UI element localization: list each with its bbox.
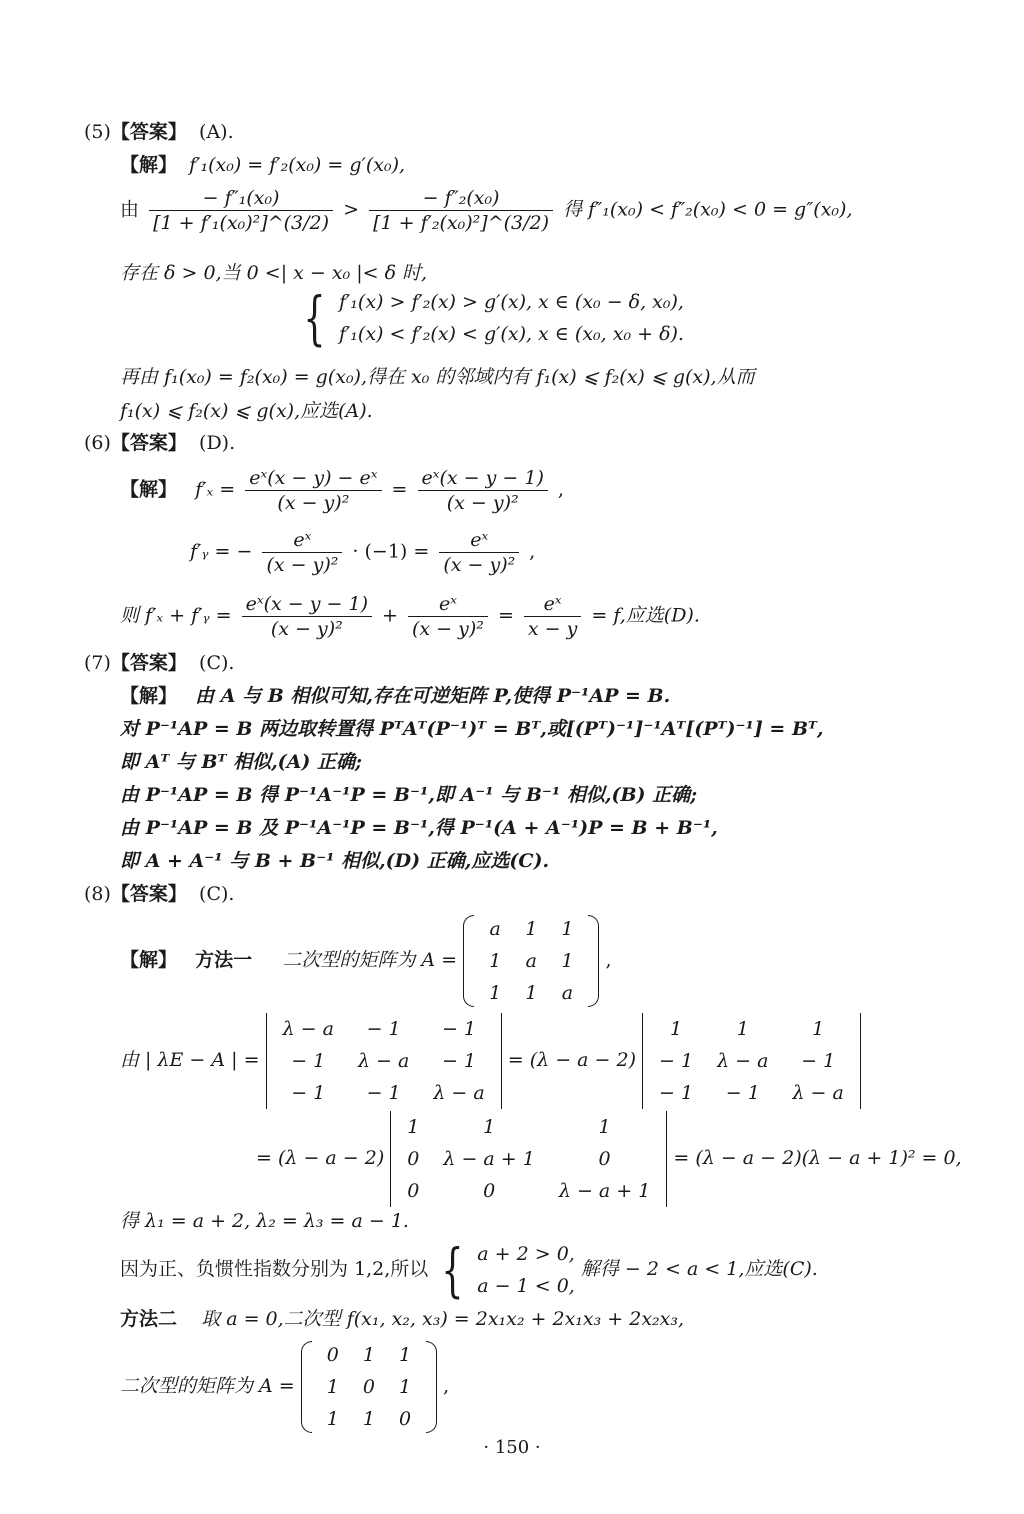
matrix-cell: − 1 [441,1018,477,1040]
matrix-cell: 0 [407,1148,420,1170]
matrix-cell: 1 [736,1018,749,1040]
matrix-cell: − 1 [291,1050,326,1072]
matrix-cell: − 1 [366,1082,401,1104]
determinant-1 [266,1013,502,1109]
matrix-cell: a [561,982,574,1004]
matrix-cell: 1 [326,1408,339,1430]
matrix-cell: 0 [326,1344,339,1366]
matrix-cell: − 1 [659,1082,694,1104]
matrix-cell: λ − a + 1 [558,1180,651,1202]
matrix-cell: 1 [398,1376,412,1398]
q6-sum-line: 则 f′ₓ + f′ᵧ = $\frac{\text{eˣ(x − y − 1)}}{\text{(x − y)²}}$ + $\frac{\text{eˣ}}{\text{(x − y)²}}$ = $\frac{\text{eˣ}}{x - y}$ = f,应选(D). [120,593,700,640]
q5-line5: 再由 f₁(x₀) = f₂(x₀) = g(x₀),得在 x₀ 的邻域内有 f₁(x) ⩽ f₂(x) ⩽ g(x),从而 [120,366,755,388]
matrix-cell: λ − a [717,1050,769,1072]
matrix-cell: 0 [362,1376,375,1398]
q6-fy-line: f′ᵧ = − $\frac{\text{eˣ}}{\text{(x − y)²}}$ · (−1) = $\frac{\text{eˣ}}{\text{(x − y)²}}$ , [190,529,536,576]
matrix-cell: λ − a [282,1018,334,1040]
matrix-cell: a [489,918,501,940]
q5-line3: 存在 δ > 0,当 0 <| x − x₀ |< δ 时, [120,262,428,284]
q6-fx-line: 【解】 f′ₓ = $\frac{\text{eˣ(x − y) − eˣ}}{\text{(x − y)²}}$ = $\frac{\text{eˣ(x − y − 1)}}{\text{(x − y)²}}$ , [120,467,564,514]
q8-det-line2: = (λ − a − 2) 1 1 1 0 λ − a + 1 0 0 0 λ − a + 1 = (λ − a − 2)(λ − a + 1)² = 0, [256,1110,962,1207]
left-brace: { [441,1236,464,1304]
q7-header: (7)【答案】 (C). [84,652,235,674]
matrix-cell: 1 [326,1376,339,1398]
matrix-cell: 1 [598,1116,611,1138]
matrix-cell: 1 [561,918,574,940]
matrix-a [463,913,599,1009]
matrix-cell: λ − a [433,1082,485,1104]
matrix-cell: λ − a [357,1050,410,1072]
matrix-cell: − 1 [366,1018,401,1040]
q8-inertia-line: 因为正、负惯性指数分别为 1,2,所以 { a + 2 > 0, a − 1 < 0, 解得 − 2 < a < 1,应选(C). [120,1236,818,1304]
q7-line3: 即 Aᵀ 与 Bᵀ 相似,(A) 正确; [120,751,363,773]
matrix-cell: 1 [670,1018,683,1040]
matrix-cell: − 1 [801,1050,836,1072]
q7-line6: 即 A + A⁻¹ 与 B + B⁻¹ 相似,(D) 正确,应选(C). [120,850,550,872]
page-number: · 150 · [483,1437,541,1458]
q8-method1-line: 【解】 方法一 二次型的矩阵为 A = a 1 1 1 a 1 1 1 a , [120,912,612,1009]
q7-line2: 对 P⁻¹AP = B 两边取转置得 PᵀAᵀ(P⁻¹)ᵀ = Bᵀ,或[(Pᵀ)⁻¹]⁻¹Aᵀ[(Pᵀ)⁻¹] = Bᵀ, [120,718,824,740]
q8-method2-line: 方法二 取 a = 0,二次型 f(x₁, x₂, x₃) = 2x₁x₂ + 2x₁x₃ + 2x₂x₃, [120,1308,685,1330]
matrix-cell: − 1 [659,1050,694,1072]
q5-cases: { f′₁(x) > f′₂(x) > g′(x), x ∈ (x₀ − δ, x₀), f′₁(x) < f′₂(x) < g′(x), x ∈ (x₀, x₀ + δ). [303,284,684,352]
determinant-3 [390,1111,667,1207]
q8-method2-matrix-line: 二次型的矩阵为 A = 0 1 1 1 0 1 1 1 0 , [120,1338,449,1435]
q5-curvature-inequality: 由 $\frac{\text{− f″₁(x₀)}}{\text{[1 + f′₁(x₀)²]\textasciicircum{}(3/2)}}$ > $\frac{\text{− f″₂(x₀)}}{\text{[1 + f′₂(x₀)²]\textasciicircum{}(3/2)}}$ 得 f″₁(x₀) < f″₂(x₀) < 0 = g″(x₀), [120,187,853,234]
matrix-cell: 1 [362,1344,375,1366]
q6-header: (6)【答案】 (D). [84,432,236,454]
matrix-cell: 0 [483,1180,496,1202]
matrix-cell: 0 [598,1148,611,1170]
q5-solution-line1: 【解】 f′₁(x₀) = f′₂(x₀) = g′(x₀), [120,154,406,176]
determinant-2 [642,1013,861,1109]
matrix-cell: − 1 [725,1082,760,1104]
left-brace: { [303,284,326,352]
q5-line6: f₁(x) ⩽ f₂(x) ⩽ g(x),应选(A). [120,400,373,422]
matrix-cell: 1 [362,1408,375,1430]
matrix-a0 [301,1339,437,1435]
matrix-cell: 1 [812,1018,825,1040]
matrix-cell: − 1 [291,1082,326,1104]
q8-header: (8)【答案】 (C). [84,883,235,905]
matrix-cell: 1 [489,982,502,1004]
matrix-cell: 0 [407,1180,420,1202]
matrix-cell: 1 [489,950,502,972]
matrix-cell: λ − a + 1 [443,1148,535,1170]
matrix-cell: 1 [407,1116,420,1138]
matrix-cell: λ − a [792,1082,844,1104]
q7-line1: 【解】 由 A 与 B 相似可知,存在可逆矩阵 P,使得 P⁻¹AP = B. [120,685,671,707]
matrix-cell: 1 [561,950,574,972]
q7-line5: 由 P⁻¹AP = B 及 P⁻¹A⁻¹P = B⁻¹,得 P⁻¹(A + A⁻¹)P = B + B⁻¹, [120,817,718,839]
matrix-cell: 1 [525,918,538,940]
q8-det-line1: 由 | λE − A | = λ − a − 1 − 1 − 1 λ − a − 1 − 1 − 1 λ − a = (λ − a − 2) 1 1 1 − 1 λ − a − 1 − 1 − 1 λ − a [120,1012,861,1109]
matrix-cell: 0 [398,1408,412,1430]
matrix-cell: − 1 [441,1050,477,1072]
matrix-cell: 1 [398,1344,412,1366]
q7-line4: 由 P⁻¹AP = B 得 P⁻¹A⁻¹P = B⁻¹,即 A⁻¹ 与 B⁻¹ 相似,(B) 正确; [120,784,698,806]
q8-eigenvalues: 得 λ₁ = a + 2, λ₂ = λ₃ = a − 1. [120,1210,409,1232]
matrix-cell: a [525,950,537,972]
matrix-cell: 1 [483,1116,496,1138]
matrix-cell: 1 [525,982,538,1004]
q5-header: (5)【答案】 (A). [84,121,234,143]
